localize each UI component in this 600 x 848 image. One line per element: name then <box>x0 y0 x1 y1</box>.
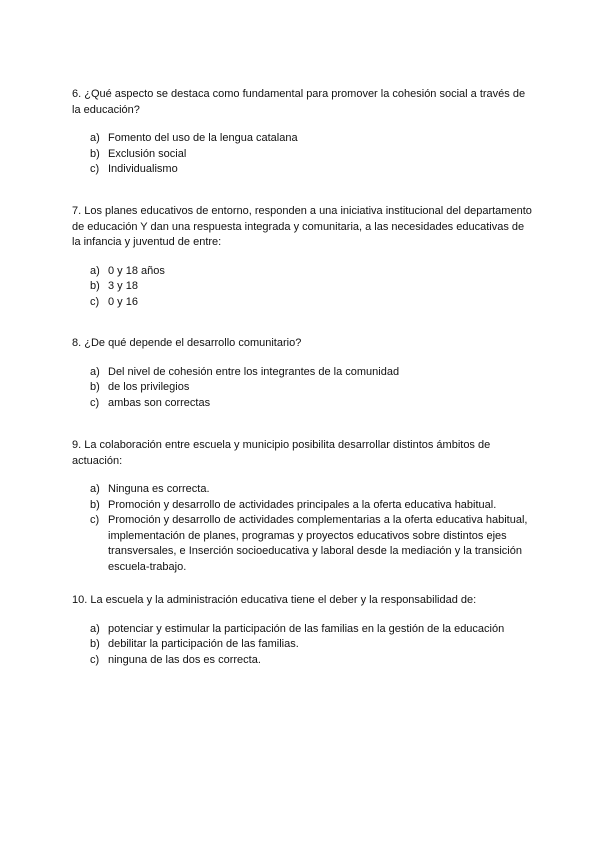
option-text: Del nivel de cohesión entre los integrantes de la comunidad <box>108 365 400 378</box>
option-text: Fomento del uso de la lengua catalana <box>108 132 298 144</box>
question-10 <box>72 593 532 668</box>
question-9 <box>72 438 532 575</box>
option-letter: a) <box>90 365 100 378</box>
option-c <box>90 396 532 412</box>
options-list <box>72 622 532 669</box>
option-text: potenciar y estimular la participación de las familias en la gestión de la educación <box>108 622 505 635</box>
option-letter: b) <box>90 381 100 393</box>
option-c <box>90 162 532 178</box>
option-letter: c) <box>90 163 100 175</box>
question-7 <box>72 204 532 310</box>
option-letter: a) <box>90 132 100 144</box>
option-text: Individualismo <box>108 163 178 175</box>
option-text: Exclusión social <box>108 147 187 160</box>
option-b <box>90 147 532 163</box>
option-letter: b) <box>90 147 100 160</box>
option-text: 3 y 18 <box>108 280 138 292</box>
option-b <box>90 380 532 396</box>
option-a <box>90 482 532 498</box>
question-text: 10. La escuela y la administración educativa tiene el deber y la responsabilidad de: <box>72 594 477 606</box>
option-letter: c) <box>90 396 100 409</box>
option-letter: c) <box>90 295 100 308</box>
option-b <box>90 498 532 514</box>
option-text: ambas son correctas <box>108 396 211 409</box>
option-c <box>90 295 532 311</box>
option-letter: b) <box>90 498 100 511</box>
question-6 <box>72 87 532 178</box>
option-letter: b) <box>90 638 100 650</box>
option-text: debilitar la participación de las familias. <box>108 638 299 650</box>
option-text: 0 y 18 años <box>108 264 165 277</box>
option-c <box>90 513 532 575</box>
options-list <box>72 365 532 412</box>
options-list <box>72 264 532 311</box>
option-a <box>90 622 532 638</box>
question-8 <box>72 336 532 411</box>
question-text: 6. ¿Qué aspecto se destaca como fundamental para promover la cohesión social a través de la educación? <box>72 88 526 116</box>
option-text: de los privilegios <box>108 381 190 393</box>
option-text: ninguna de las dos es correcta. <box>108 653 261 666</box>
option-letter: a) <box>90 622 100 635</box>
option-b <box>90 279 532 295</box>
question-text: 7. Los planes educativos de entorno, responden a una iniciativa institucional del departamento de educación Y dan una respuesta integrada y comunitaria, a las necesidades educativas de la infancia y juventud de entre: <box>72 205 532 248</box>
option-a <box>90 264 532 280</box>
option-b <box>90 637 532 653</box>
option-letter: a) <box>90 264 100 277</box>
option-letter: c) <box>90 653 100 666</box>
option-c <box>90 653 532 669</box>
option-letter: b) <box>90 280 100 292</box>
option-letter: c) <box>90 514 100 526</box>
option-text: Promoción y desarrollo de actividades complementarias a la oferta educativa habitual, implementación de planes, programas y proyectos educativos sobre distintos ejes transversales, e Inserción socioeducativa y laboral desde la mediación y la transición escuela-trabajo. <box>108 514 528 573</box>
option-a <box>90 131 532 147</box>
option-a <box>90 365 532 381</box>
options-list <box>72 131 532 178</box>
option-letter: a) <box>90 483 100 495</box>
options-list <box>72 482 532 575</box>
question-text: 9. La colaboración entre escuela y municipio posibilita desarrollar distintos ámbitos de actuación: <box>72 439 491 467</box>
option-text: Promoción y desarrollo de actividades principales a la oferta educativa habitual. <box>108 498 497 511</box>
option-text: 0 y 16 <box>108 295 138 308</box>
option-text: Ninguna es correcta. <box>108 483 210 495</box>
question-text: 8. ¿De qué depende el desarrollo comunitario? <box>72 337 302 349</box>
